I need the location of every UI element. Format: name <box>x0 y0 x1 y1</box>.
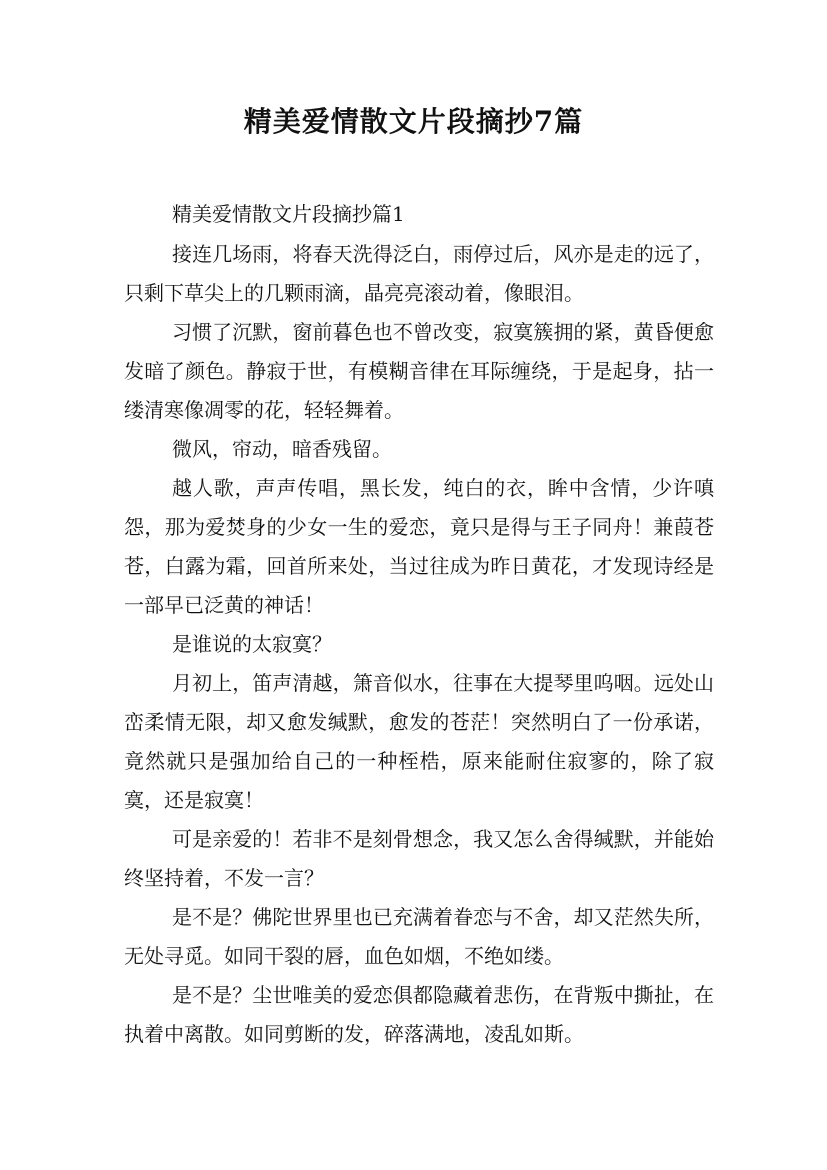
document-title: 精美爱情散文片段摘抄7篇 <box>243 105 584 138</box>
paragraph: 是不是？佛陀世界里也已充满着眷恋与不舍，却又茫然失所，无处寻觅。如同干裂的唇，血色如烟，不绝如缕。 <box>124 905 714 968</box>
paragraph: 是谁说的太寂寞？ <box>172 632 332 656</box>
section-heading: 精美爱情散文片段摘抄篇1 <box>172 202 405 226</box>
paragraph: 习惯了沉默，窗前暮色也不曾改变，寂寞簇拥的紧，黄昏便愈发暗了颜色。静寂于世，有模糊音律在耳际缠绕，于是起身，拈一缕清寒像凋零的花，轻轻舞着。 <box>124 320 714 422</box>
paragraph: 可是亲爱的！若非不是刻骨想念，我又怎么舍得缄默，并能始终坚持着，不发一言？ <box>124 827 714 890</box>
body-text <box>124 235 714 1054</box>
paragraph: 越人歌，声声传唱，黑长发，纯白的衣，眸中含情，少许嗔怨，那为爱焚身的少女一生的爱恋，竟只是得与王子同舟！兼葭苍苍，白露为霜，回首所来处，当过往成为昨日黄花，才发现诗经是一部早已泛黄的神话！ <box>124 476 714 617</box>
paragraph: 微风，帘动，暗香残留。 <box>172 437 392 461</box>
paragraph: 月初上，笛声清越，箫音似水，往事在大提琴里呜咽。远处山峦柔情无限，却又愈发缄默，愈发的苍茫！突然明白了一份承诺，竟然就只是强加给自己的一种桎梏，原来能耐住寂寥的，除了寂寞，还是寂寞！ <box>124 671 714 812</box>
paragraph: 是不是？尘世唯美的爱恋俱都隐藏着悲伤，在背叛中撕扯，在执着中离散。如同剪断的发，碎落满地，凌乱如斯。 <box>124 983 714 1046</box>
paragraph: 接连几场雨，将春天洗得泛白，雨停过后，风亦是走的远了，只剩下草尖上的几颗雨滴，晶亮亮滚动着，像眼泪。 <box>124 242 714 305</box>
